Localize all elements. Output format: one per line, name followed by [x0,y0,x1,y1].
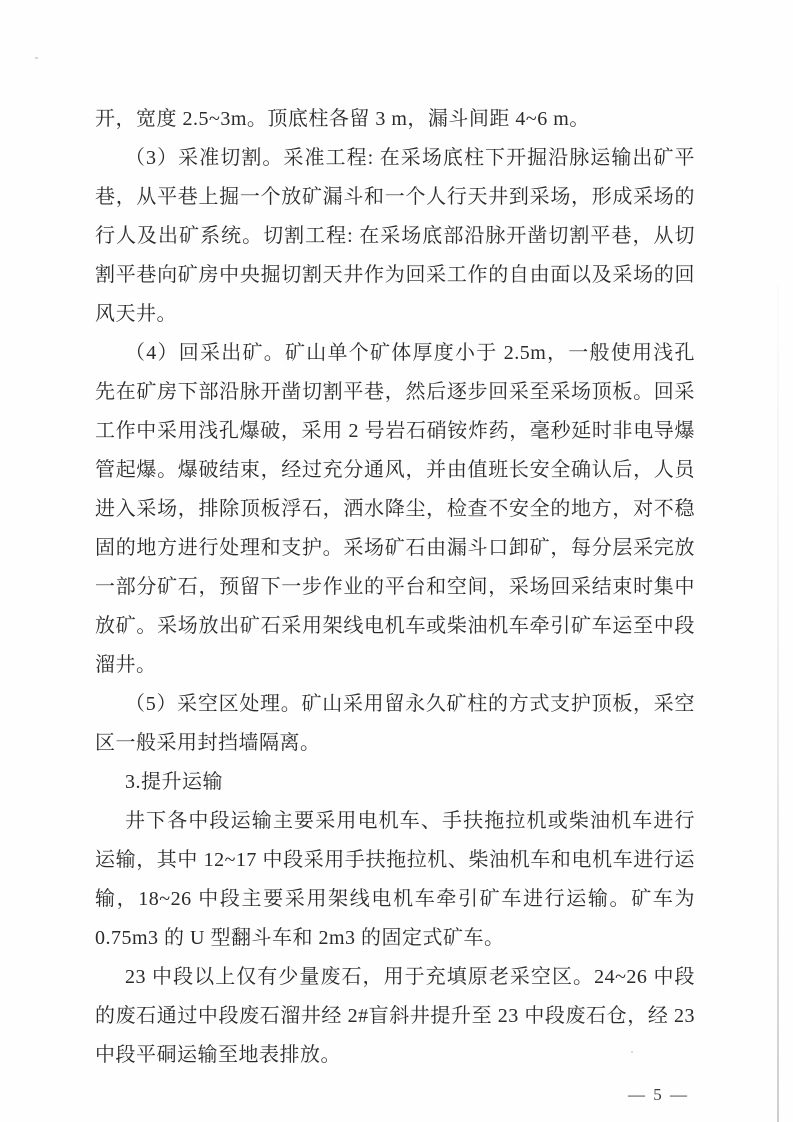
paragraph-item-3-cutting-prep: （3）采准切割。采准工程: 在采场底柱下开掘沿脉运输出矿平巷，从平巷上掘一个放矿漏斗和一个人行天井到采场，形成采场的行人及出矿系统。切割工程: 在采场底部沿脉开凿切割平巷，从切割平巷向矿房中央掘切割天井作为回采工作的自由面以及采场的回风天井。 [95,147,695,325]
document-text-block [95,100,695,1114]
paragraph-waste-rock-handling: 23 中段以上仅有少量废石，用于充填原老采空区。24~26 中段的废石通过中段废石溜井经 2#盲斜井提升至 23 中段废石仓，经 23 中段平硐运输至地表排放。 [95,966,695,1066]
paragraph-item-5-goaf-treatment: （5）采空区处理。矿山采用留永久矿柱的方式支护顶板，采空区一般采用封挡墙隔离。 [95,693,695,754]
page-number: — 5 — [628,1085,689,1104]
paragraph-underground-transport: 井下各中段运输主要采用电机车、手扶拖拉机或柴油机车进行运输，其中 12~17 中段采用手扶拖拉机、柴油机车和电机车进行运输，18~26 中段主要采用架线电机车牵引矿车进行运输。矿车为 0.75m3 的 U 型翻斗车和 2m3 的固定式矿车。 [95,810,695,949]
section-heading-hoisting-transport: 3.提升运输 [125,771,223,793]
scan-speck [35,57,38,59]
scan-speck [631,1051,633,1053]
paragraph-item-4-stoping-ore-drawing: （4）回采出矿。矿山单个矿体厚度小于 2.5m，一般使用浅孔先在矿房下部沿脉开凿切割平巷，然后逐步回采至采场顶板。回采工作中采用浅孔爆破，采用 2 号岩石硝铵炸药，毫秒延时非电导爆管起爆。爆破结束，经过充分通风，并由值班长安全确认后，人员进入采场，排除顶板浮石，洒水降尘，检查不安全的地方，对不稳固的地方进行处理和支护。采场矿石由漏斗口卸矿，每分层采完放一部分矿石，预留下一步作业的平台和空间，采场回采结束时集中放矿。采场放出矿石采用架线电机车或柴油机车牵引矿车运至中段溜井。 [95,342,695,676]
scan-edge-artifact [777,285,779,1122]
paragraph-continuation: 开，宽度 2.5~3m。顶底柱各留 3 m，漏斗间距 4~6 m。 [95,108,590,130]
